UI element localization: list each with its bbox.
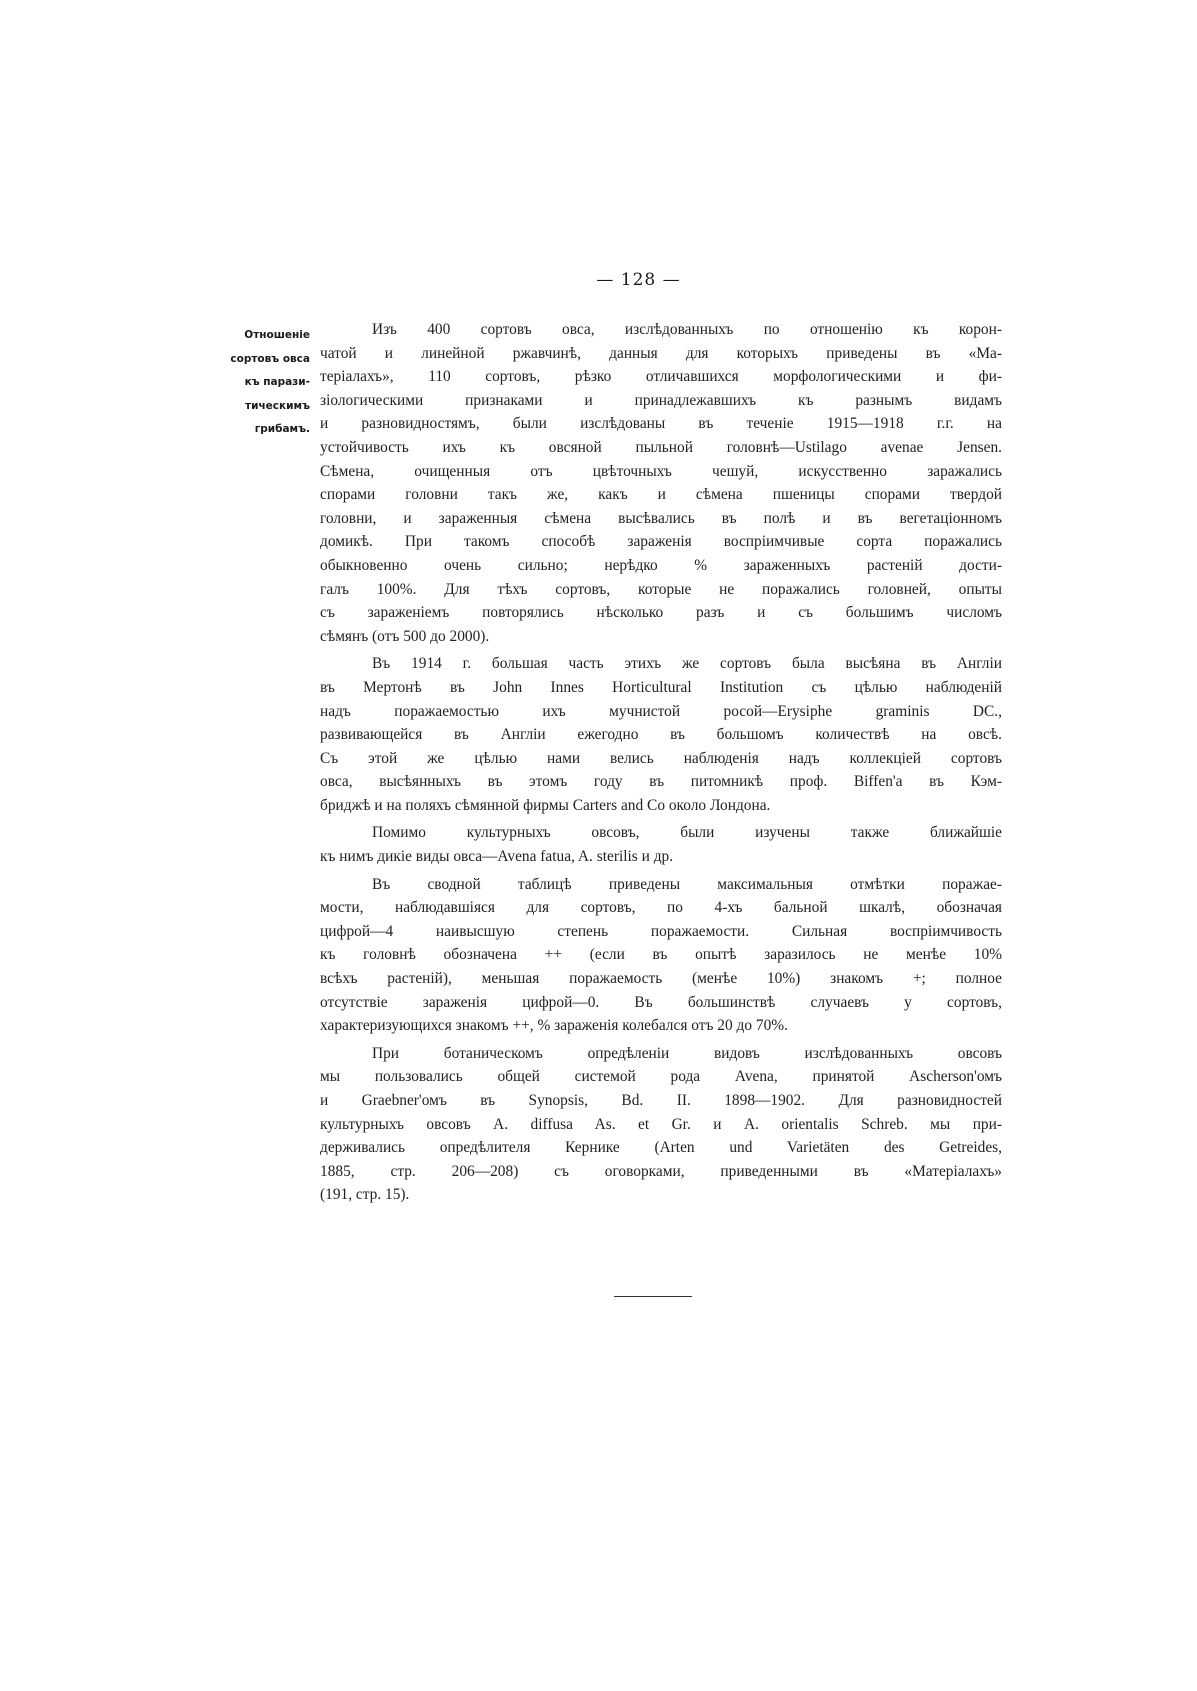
text-line: обыкновенно очень сильно; нерѣдко % зараженныхъ растеній дости- <box>320 556 1002 574</box>
text-line: къ нимъ дикіе виды овса—Avena fatua, A. sterilis и др. <box>320 848 674 866</box>
text-line: цифрой—4 наивысшую степень поражаемости. Сильная воспріимчивость <box>320 922 1002 940</box>
text-line: и разновидностямъ, были изслѣдованы въ теченіе 1915—1918 г.г. на <box>320 415 1002 433</box>
text-line: 1885, стр. 206—208) съ оговорками, приведенными въ «Матеріалахъ» <box>320 1162 1002 1180</box>
text-line: устойчивость ихъ къ овсяной пыльной головнѣ—Ustilago avenae Jensen. <box>320 438 1002 456</box>
paragraph <box>320 1042 1002 1207</box>
text-line: держивались опредѣлителя Кернике (Arten und Varietäten des Getreides, <box>320 1139 1002 1157</box>
margin-note-line: тическимъ <box>245 399 310 412</box>
closing-rule <box>614 1296 692 1297</box>
text-line: культурныхъ овсовъ A. diffusa As. et Gr. и A. orientalis Schreb. мы при- <box>320 1115 1002 1133</box>
text-line: спорами головни такъ же, какъ и сѣмена пшеницы спорами твердой <box>320 486 1002 504</box>
text-line: отсутствіе зараженія цифрой—0. Въ большинствѣ случаевъ у сортовъ, <box>320 993 1002 1011</box>
text-line: головни, и зараженныя сѣмена высѣвались въ полѣ и въ вегетаціонномъ <box>320 509 1002 527</box>
text-line: овса, высѣянныхъ въ этомъ году въ питомникѣ проф. Biffen'а въ Кэм- <box>320 773 1002 791</box>
text-line: Въ сводной таблицѣ приведены максимальныя отмѣтки поражае- <box>372 875 1002 893</box>
text-line: галъ 100%. Для тѣхъ сортовъ, которые не поражались головней, опыты <box>320 580 1002 598</box>
text-line: При ботаническомъ опредѣленіи видовъ изслѣдованныхъ овсовъ <box>372 1044 1002 1062</box>
paragraph <box>320 652 1002 817</box>
text-line: Сѣмена, очищенныя отъ цвѣточныхъ чешуй, искусственно заражались <box>320 462 1002 480</box>
page-number: — 128 — <box>596 270 681 290</box>
text-line: бриджѣ и на поляхъ сѣмянной фирмы Carters and Co около Лондона. <box>320 796 771 814</box>
paragraph <box>320 873 1002 1038</box>
text-line: Изъ 400 сортовъ овса, изслѣдованныхъ по отношенію къ корон- <box>372 321 1002 338</box>
text-line: зіологическими признаками и принадлежавшихъ къ разнымъ видамъ <box>320 391 1002 409</box>
margin-note-line: сортовъ овса <box>230 352 310 365</box>
text-line: Въ 1914 г. большая часть этихъ же сортовъ была высѣяна въ Англіи <box>372 655 1002 673</box>
text-line: мы пользовались общей системой рода Avena, принятой Ascherson'омъ <box>320 1068 1002 1086</box>
text-line: развивающейся въ Англіи ежегодно въ большомъ количествѣ на овсѣ. <box>320 726 1002 744</box>
text-line: сѣмянъ (отъ 500 до 2000). <box>320 627 490 645</box>
margin-note-line: грибамъ. <box>254 423 310 436</box>
text-line: (191, стр. 15). <box>320 1186 410 1204</box>
margin-note-line: Отношеніе <box>244 329 310 341</box>
text-line: къ головнѣ обозначена ++ (если въ опытѣ заразилось не менѣе 10% <box>320 946 1002 964</box>
paragraph <box>320 318 1002 648</box>
margin-note-line: къ парази- <box>244 376 310 389</box>
text-line: характеризующихся знакомъ ++, % зараженія колебался отъ 20 до 70%. <box>320 1017 788 1035</box>
text-line: Съ этой же цѣлью нами велись наблюденія надъ коллекціей сортовъ <box>320 749 1002 767</box>
text-line: съ зараженіемъ повторялись нѣсколько разъ и съ большимъ числомъ <box>320 604 1002 622</box>
text-line: мости, наблюдавшіяся для сортовъ, по 4-хъ бальной шкалѣ, обозначая <box>320 899 1002 917</box>
text-line: теріалахъ», 110 сортовъ, рѣзко отличавшихся морфологическими и фи- <box>320 368 1002 386</box>
body-text <box>320 318 1002 1211</box>
paragraph <box>320 821 1002 868</box>
text-line: Помимо культурныхъ овсовъ, были изучены также ближайшіе <box>372 824 1002 842</box>
text-line: домикѣ. При такомъ способѣ зараженія воспріимчивые сорта поражались <box>320 533 1002 551</box>
text-line: всѣхъ растеній), меньшая поражаемость (менѣе 10%) знакомъ +; полное <box>320 970 1002 988</box>
text-line: чатой и линейной ржавчинѣ, данныя для которыхъ приведены въ «Ма- <box>320 344 1002 362</box>
margin-note <box>206 324 310 442</box>
text-line: и Graebner'омъ въ Synopsis, Bd. II. 1898—1902. Для разновидностей <box>320 1092 1002 1109</box>
text-line: въ Мертонѣ въ John Innes Horticultural Institution съ цѣлью наблюденій <box>320 678 1002 696</box>
text-line: надъ поражаемостью ихъ мучнистой росой—Erysiphe graminis DC., <box>320 702 1002 720</box>
